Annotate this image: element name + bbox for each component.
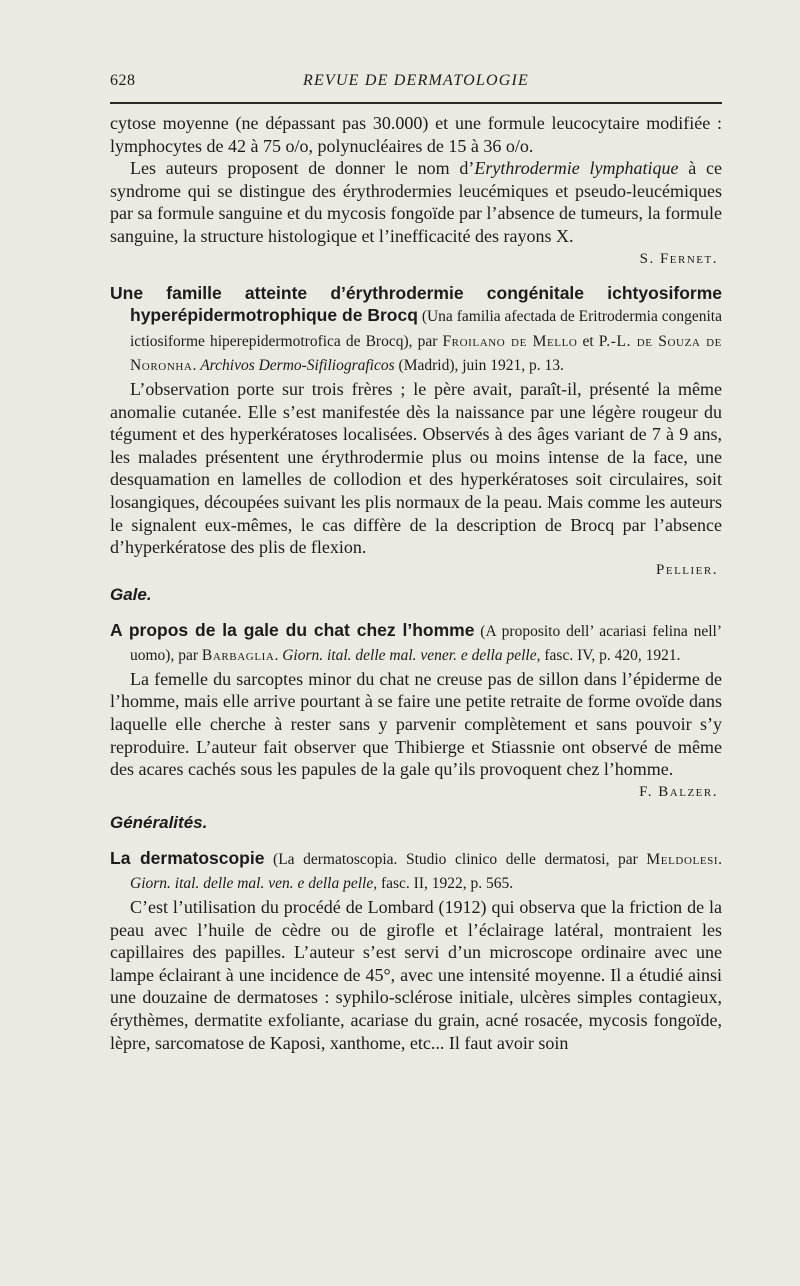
term-erythrodermie-lymphatique: Erythrodermie lymphatique bbox=[474, 158, 679, 179]
article-3-body: C’est l’utilisation du procédé de Lombard (1912) qui observa que la friction de la peau avec l’huile de cèdre ou de girofle et l’éclairage latéral, montraient les capillaires des papilles. L’auteur s’est servi d’un microscope ordinaire avec une lampe éclairant à une incidence de 45°, avec une intensité moyenne. Il a étudié ainsi une douzaine de dermatoses : syphilo-sclérose initiale, ulcères simples contagieux, érythèmes, dermatite exfoliante, acariase du grain, acné rosacée, mycosis fongoïde, lèpre, sarcomatose de Kaposi, xanthome, etc... Il faut avoir soin bbox=[110, 897, 722, 1053]
article-1-journal: Archivos Dermo-Sifiliograficos bbox=[200, 357, 395, 375]
page-header bbox=[110, 72, 722, 96]
article-2-heading: A propos de la gale du chat chez l’homme (A proposito dell’ acariasi felina nell’ uomo), par Barbaglia. Giorn. ital. delle mal. vener. e della pelle, fasc. IV, p. 420, 1921. bbox=[110, 619, 722, 665]
header-rule bbox=[110, 102, 722, 104]
section-heading-generalites: Généralités. bbox=[110, 812, 208, 832]
article-1-body: L’observation porte sur trois frères ; le père avait, paraît-il, présenté la même anomalie cutanée. Elle s’est manifestée dès la naissance par une légère rougeur du tégument et des hyperkératoses localisées. Observés à des âges variant de 7 à 9 ans, les malades présentent une érythrodermie plus ou moins intense de la face, une desquamation en lamelles de collodion et des hyperkératoses soit circulaires, soit losangiques, découpées suivant les plis normaux de la peau. Mais comme les auteurs le signalent eux-mêmes, le cas diffère de la description de Brocq par l’absence d’hyperkératose des plis de flexion. bbox=[110, 378, 722, 558]
article-2-title: A propos de la gale du chat chez l’homme bbox=[110, 619, 475, 640]
article-1-author-2: P.-L. de Souza de Noronha bbox=[130, 332, 722, 375]
page-number: 628 bbox=[110, 72, 136, 89]
intro-paragraph-1: cytose moyenne (ne dépassant pas 30.000) et une formule leucocytaire modifiée : lymphocytes de 42 à 75 o/o, polynucléaires de 15 à 36 o/o. bbox=[110, 113, 722, 156]
article-1-author-1: Froilano de Mello bbox=[442, 332, 578, 350]
signature-fernet: S. Fernet. bbox=[639, 250, 718, 267]
article-2-journal: Giorn. ital. delle mal. vener. e della pelle, bbox=[282, 647, 541, 665]
article-1-heading: Une famille atteinte d’érythrodermie congénitale ichtyosiforme hyperépidermotrophique de Brocq (Una familia afectada de Eritrodermia congenita ictiosiforme hiperepidermotrofica de Brocq), par Froilano de Mello et P.-L. de Souza de Noronha. Archivos Dermo-Sifiliograficos (Madrid), juin 1921, p. 13. bbox=[110, 282, 722, 375]
article-1-title: Une famille atteinte d’érythrodermie congénitale ichtyosiforme hyperépidermotrophique de Brocq bbox=[110, 282, 722, 326]
article-2-body: La femelle du sarcoptes minor du chat ne creuse pas de sillon dans l’épiderme de l’homme, mais elle arrive pourtant à se faire une petite retraite de forme ovoïde dans laquelle elle cherche à rester sans y parvenir complètement et sans pouvoir s’y reproduire. L’auteur fait observer que Thibierge et Stiassnie ont observé de même des acares cachés sous les papules de la gale qu’ils provoquent chez l’homme. bbox=[110, 668, 722, 780]
page-body bbox=[110, 112, 722, 1054]
running-title: REVUE DE DERMATOLOGIE bbox=[302, 72, 530, 89]
article-2-author: Barbaglia bbox=[201, 647, 275, 665]
article-3-title: La dermatoscopie bbox=[110, 847, 265, 868]
intro-paragraph-2: Les auteurs proposent de donner le nom d’Erythrodermie lymphatique à ce syndrome qui se distingue des érythrodermies leucémiques et pseudo-leucémiques par sa formule sanguine et du mycosis fongoïde par l’absence de tumeurs, la formule sanguine, la structure histologique et l’inefficacité des rayons X. bbox=[110, 158, 722, 246]
signature-pellier: Pellier. bbox=[656, 561, 718, 578]
article-3-author: Meldolesi bbox=[646, 850, 719, 868]
section-heading-gale: Gale. bbox=[110, 584, 152, 604]
signature-balzer: F. Balzer. bbox=[639, 783, 718, 800]
article-3-heading: La dermatoscopie (La dermatoscopia. Studio clinico delle dermatosi, par Meldolesi. Giorn. ital. delle mal. ven. e della pelle, fasc. II, 1922, p. 565. bbox=[110, 847, 722, 893]
article-3-journal: Giorn. ital. delle mal. ven. e della pelle, bbox=[130, 875, 378, 893]
